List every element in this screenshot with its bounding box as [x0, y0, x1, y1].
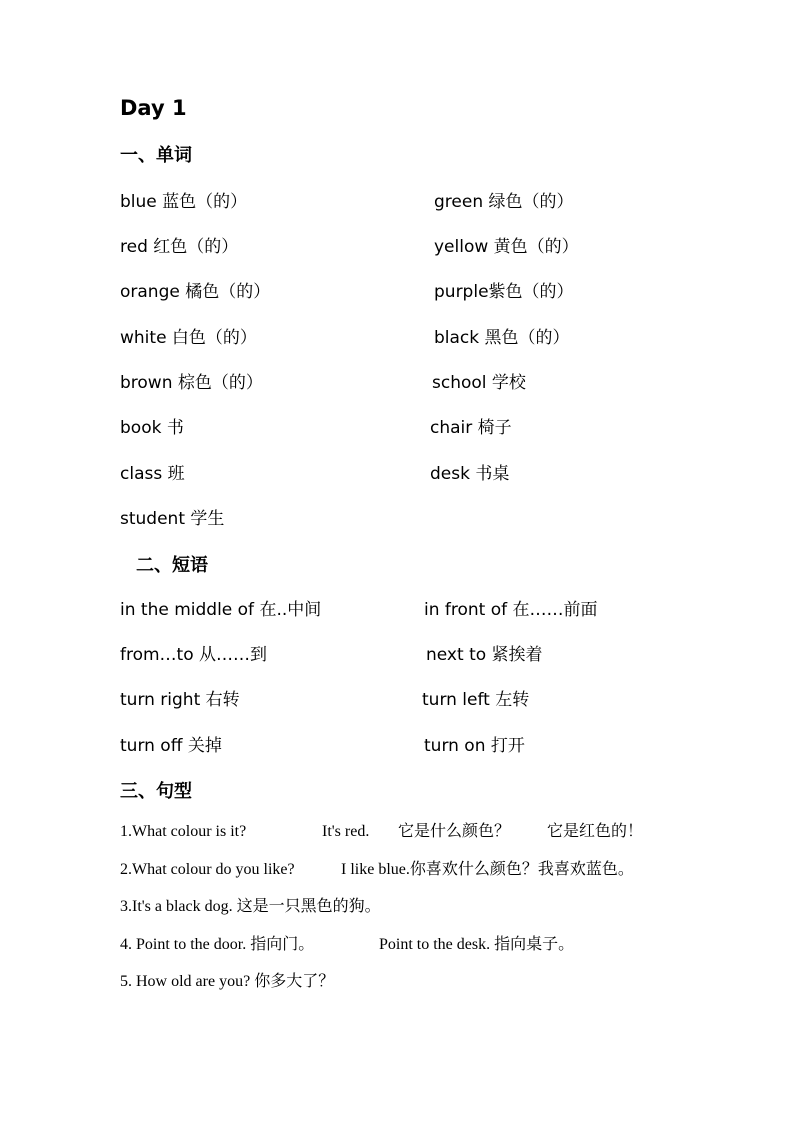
phrase-item: next to 紧挨着 — [426, 645, 543, 665]
section-heading-sentences: 三、句型 — [120, 781, 192, 802]
phrase-item: in front of 在……前面 — [424, 600, 598, 620]
sentence-line — [120, 818, 643, 841]
word-item: brown 棕色（的） — [120, 373, 263, 393]
sentence-line — [120, 968, 334, 991]
word-item: student 学生 — [120, 509, 225, 529]
phrase-item: turn on 打开 — [424, 736, 525, 756]
word-item: white 白色（的） — [120, 328, 257, 348]
phrase-item: in the middle of 在..中间 — [120, 600, 322, 620]
sentence-part: 它是什么颜色？ — [398, 823, 511, 840]
phrase-item: turn off 关掉 — [120, 736, 222, 756]
word-item: purple紫色（的） — [434, 282, 574, 302]
word-item: yellow 黄色（的） — [434, 237, 579, 257]
word-item: green 绿色（的） — [434, 192, 574, 212]
section-heading-words: 一、单词 — [120, 145, 192, 166]
page-title: Day 1 — [120, 96, 187, 120]
word-item: orange 橘色（的） — [120, 282, 271, 302]
phrase-item: turn right 右转 — [120, 690, 240, 710]
word-item: class 班 — [120, 464, 185, 484]
phrase-item: from…to 从……到 — [120, 645, 268, 665]
sentence-part: 5. How old are you? 你多大了？ — [120, 973, 335, 990]
word-item: school 学校 — [432, 373, 526, 393]
word-item: blue 蓝色（的） — [120, 192, 248, 212]
word-item: chair 椅子 — [430, 418, 512, 438]
sentence-line — [120, 856, 634, 879]
sentence-part: 4. Point to the door. 指向门。 — [120, 936, 315, 953]
sentence-part: 2.What colour do you like? — [120, 861, 295, 878]
sentence-part: It's red. — [322, 823, 370, 840]
sentence-part: I like blue.你喜欢什么颜色？我喜欢蓝色。 — [341, 861, 634, 878]
word-item: black 黑色（的） — [434, 328, 570, 348]
sentence-part: 1.What colour is it? — [120, 823, 247, 840]
sentence-part: Point to the desk. 指向桌子。 — [379, 936, 575, 953]
word-item: book 书 — [120, 418, 184, 438]
word-item: desk 书桌 — [430, 464, 510, 484]
sentence-line — [120, 893, 381, 916]
word-item: red 红色（的） — [120, 237, 239, 257]
sentence-part: 它是红色的！ — [547, 823, 644, 840]
sentence-part: 3.It's a black dog. 这是一只黑色的狗。 — [120, 898, 381, 915]
sentence-line — [120, 931, 574, 954]
section-heading-phrases: 二、短语 — [136, 555, 208, 576]
phrase-item: turn left 左转 — [422, 690, 530, 710]
